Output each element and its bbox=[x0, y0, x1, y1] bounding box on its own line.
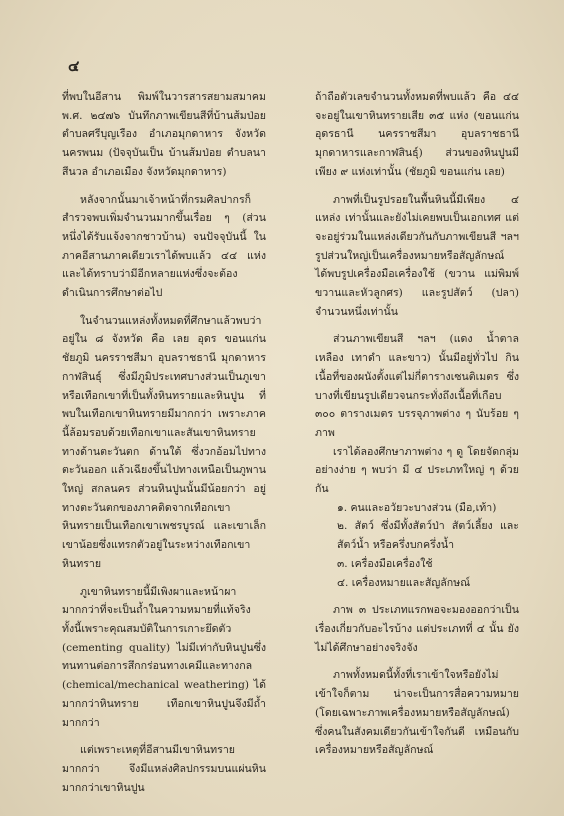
list-item: ๑. คนและอวัยวะบางส่วน (มือ,เท้า) bbox=[337, 501, 497, 514]
paragraph: ภาพที่เป็นรูปรอยในพื้นหินนี้มีเพียง ๔ แหล่ง เท่านั้นและยังไม่เคยพบเป็นเอกเทศ แต่จะอยู่ร่วมในแหล่งเดียวกันกับภาพเขียนสี ฯลฯ รูปส่วนใหญ่เป็นเครื่องหมายหรือสัญลักษณ์ ได้พบรูปเครื่องมือเครื่องใช้ (ขวาน แม่พิมพ์ขวานและหัวลูกศร) และรูปสัตว์ (ปลา) จำนวนหนึ่งเท่านั้น bbox=[315, 193, 519, 318]
paragraph: ในจำนวนแหล่งทั้งหมดที่ศึกษาแล้วพบว่าอยู่ใน ๘ จังหวัด คือ เลย อุดร ขอนแก่น ชัยภูมิ นครราชสีมา อุบลราชธานี มุกดาหาร กาฬสินธุ์ ซึ่งมีภูมิประเทศบางส่วนเป็นภูเขาหรือเทือกเขาที่เป็นทั้งหินทรายและหินปูน ที่พบในเทือกเขาหินทรายมีมากกว่า เพราะภาคนี้ล้อมรอบด้วยเทือกเขาและสันเขาหินทรายทางด้านตะวันตก ด้านใต้ ซึ่งวกอ้อมไปทางตะวันออก แล้วเฉียงขึ้นไปทางเหนือเป็นภูพานใหญ่ สกลนคร ส่วนหินปูนนั้นมีน้อยกว่า อยู่ทางตะวันตกของภาคติดจากเทือกเขาหินทรายเป็นเทือกเขาเพชรบูรณ์ และเขาเล็กเขาน้อยซึ่งแทรกตัวอยู่ในระหว่างเทือกเขาหินทราย bbox=[62, 314, 266, 570]
paragraph: ภาพ ๓ ประเภทแรกพอจะมองออกว่าเป็นเรื่องเกี่ยวกับอะไรบ้าง แต่ประเภทที่ ๔ นั้น ยังไม่ได้ศึกษาอย่างจริงจัง bbox=[315, 604, 519, 654]
paragraph: ที่พบในอีสาน พิมพ์ในวารสารสยามสมาคม พ.ศ. ๒๔๗๖ บันทึกภาพเขียนสีที่บ้านส้มป่อย ตำบลศรีบุญเรือง อำเภอมุกดาหาร จังหวัดนครพนม (ปัจจุบันเป็น บ้านส้มป่อย ตำบลนาสีนวล อำเภอเมือง จังหวัดมุกดาหาร) bbox=[62, 91, 266, 178]
paragraph: ภูเขาหินทรายนี้มีเพิงผาและหน้าผา มากกว่าที่จะเป็นถ้ำในความหมายที่แท้จริง ทั้งนี้เพราะคุณสมบัติในการเกาะยึดตัว (cementing quality) ไม่มีเท่ากับหินปูนซึ่งทนทานต่อการสึกกร่อนทางเคมีและทางกล (chemical/mechanical weathering) ได้มากกว่าหินทราย เทือกเขาหินปูนจึงมีถ้ำมากกว่า bbox=[62, 585, 266, 729]
paragraph: ส่วนภาพเขียนสี ฯลฯ (แดง น้ำตาล เหลือง เทาดำ และขาว) นั้นมีอยู่ทั่วไป กินเนื้อที่ของผนังตั้งแต่ไม่กี่ตารางเซนติเมตร ซึ่งบางที่เขียนรูปเดียวจนกระทั่งถึงเนื้อที่เกือบ ๓๐๐ ตารางเมตร บรรจุภาพต่าง ๆ นับร้อย ๆ ภาพ bbox=[315, 333, 519, 439]
list-item: ๒. สัตว์ ซึ่งมีทั้งสัตว์ป่า สัตว์เลี้ยง และสัตว์น้ำ หรือครึ่งบกครึ่งน้ำ bbox=[337, 520, 519, 552]
list-item: ๔. เครื่องหมายและสัญลักษณ์ bbox=[337, 576, 471, 589]
paragraph: ถ้าถือตัวเลขจำนวนทั้งหมดที่พบแล้ว คือ ๔๔ จะอยู่ในเขาหินทรายเสีย ๓๕ แห่ง (ขอนแก่น อุดรธานี นครราชสีมา อุบลราชธานี มุกดาหารและกาฬสินธุ์) ส่วนของหินปูนมีเพียง ๙ แห่งเท่านั้น (ชัยภูมิ ขอนแก่น เลย) bbox=[315, 91, 519, 178]
paragraph: ภาพทั้งหมดนี้ทั้งที่เราเข้าใจหรือยังไม่เข้าใจก็ตาม น่าจะเป็นการสื่อความหมาย (โดยเฉพาะภาพเครื่องหมายหรือสัญลักษณ์) ซึ่งคนในสังคมเดียวกันเข้าใจกันดี เหมือนกับเครื่องหมายหรือสัญลักษณ์ bbox=[315, 669, 519, 757]
paragraph: แต่เพราะเหตุที่อีสานมีเขาหินทรายมากกว่า จึงมีแหล่งศิลปกรรมบนแผ่นหินมากกว่าเขาหินปูน bbox=[62, 744, 266, 794]
list-item: ๓. เครื่องมือเครื่องใช้ bbox=[337, 557, 433, 570]
paragraph: หลังจากนั้นมาเจ้าหน้าที่กรมศิลปากรก็สำรวจพบเพิ่มจำนวนมากขึ้นเรื่อย ๆ (ส่วนหนึ่งได้รับแจ้งจากชาวบ้าน) จนปัจจุบันนี้ ในภาคอีสานภาคเดียวเราได้พบแล้ว ๔๔ แห่งและได้ทราบว่ามีอีกหลายแห่งซึ่งจะต้องดำเนินการศึกษาต่อไป bbox=[62, 193, 266, 300]
right-column bbox=[315, 88, 519, 769]
left-column bbox=[62, 88, 266, 806]
page-number: ๔ bbox=[68, 57, 80, 75]
paragraph: เราได้ลองศึกษาภาพต่าง ๆ ดู โดยจัดกลุ่มอย่างง่าย ๆ พบว่า มี ๔ ประเภทใหญ่ ๆ ด้วยกัน bbox=[315, 445, 519, 496]
